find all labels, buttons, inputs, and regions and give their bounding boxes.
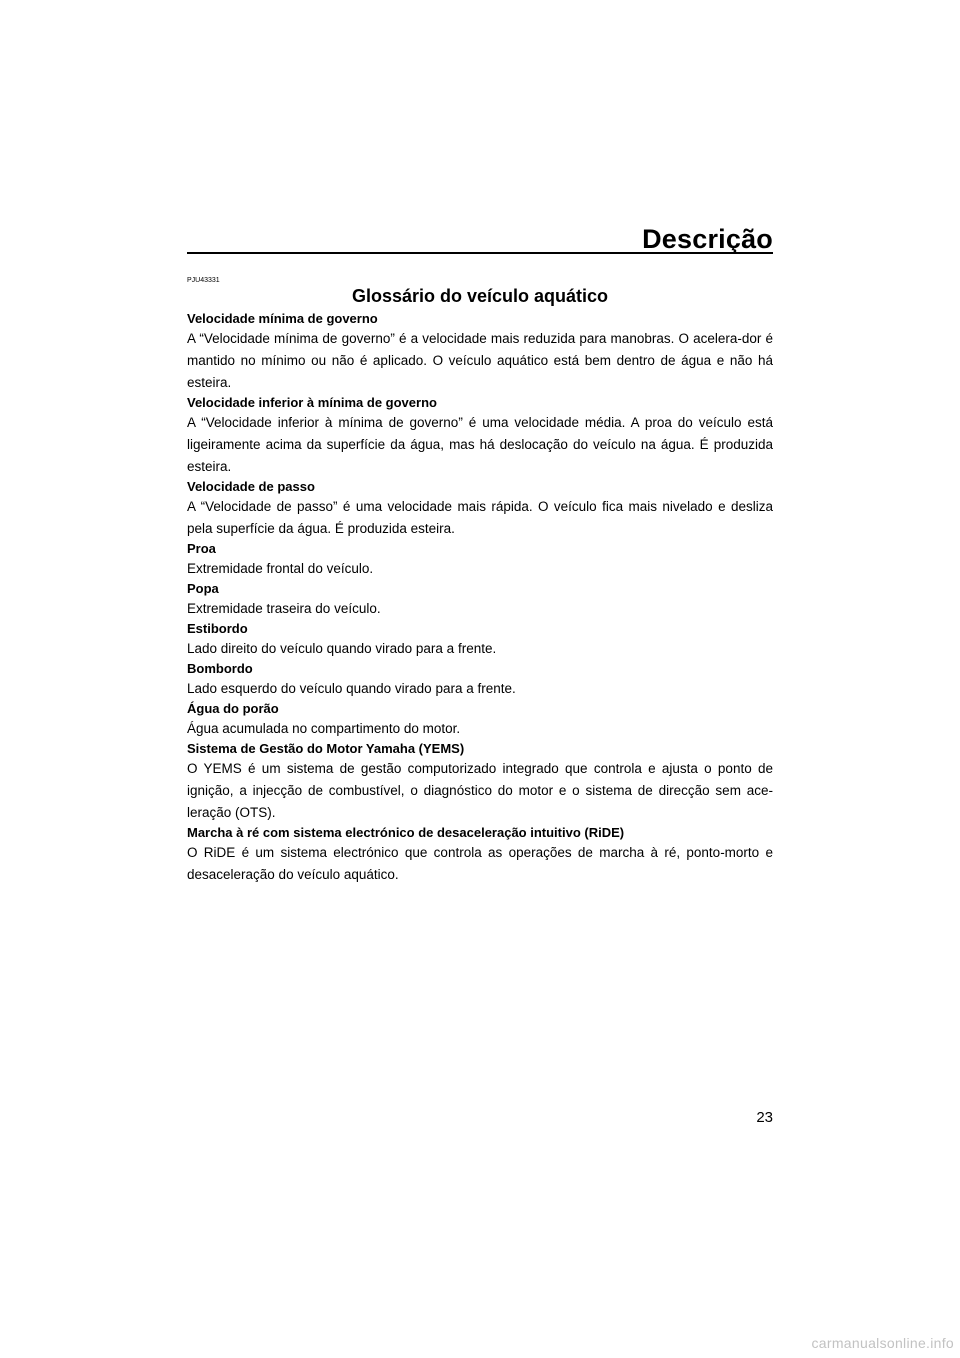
glossary-entry [187, 310, 773, 394]
glossary-entry [187, 478, 773, 540]
glossary-entry [187, 660, 773, 700]
glossary-entry [187, 580, 773, 620]
glossary-entry [187, 740, 773, 824]
glossary-definition: Extremidade traseira do veículo. [187, 601, 381, 616]
glossary-term: Bombordo [187, 661, 253, 676]
chapter-title: Descrição [642, 224, 773, 254]
glossary-definition: Água acumulada no compartimento do motor. [187, 721, 461, 736]
glossary-term: Marcha à ré com sistema electrónico de desaceleração intuitivo (RiDE) [187, 825, 625, 840]
glossary-term: Sistema de Gestão do Motor Yamaha (YEMS) [187, 741, 465, 756]
glossary-definition: Lado esquerdo do veículo quando virado para a frente. [187, 681, 516, 696]
glossary-definition: O YEMS é um sistema de gestão computorizado integrado que controla e ajusta o ponto de ignição, a injecção de combustível, o diagnóstico do motor e o sistema de direcção sem ace-leração (OTS). [187, 761, 773, 820]
glossary-term: Água do porão [187, 701, 279, 716]
glossary-definition: A “Velocidade de passo” é uma velocidade mais rápida. O veículo fica mais nivelado e desliza pela superfície da água. É produzida esteira. [187, 499, 773, 536]
header-rule [187, 252, 773, 254]
glossary-entry [187, 394, 773, 478]
glossary-definition: O RiDE é um sistema electrónico que controla as operações de marcha à ré, ponto-morto e desaceleração do veículo aquático. [187, 845, 773, 882]
glossary-entry [187, 620, 773, 660]
glossary-definition: A “Velocidade inferior à mínima de governo” é uma velocidade média. A proa do veículo está ligeiramente acima da superfície da água, mas há deslocação do veículo na água. É produzida esteira. [187, 415, 773, 474]
section-title: Glossário do veículo aquático [351, 286, 609, 306]
glossary-term: Velocidade inferior à mínima de governo [187, 395, 437, 410]
glossary-entry [187, 824, 773, 886]
glossary-term: Popa [187, 581, 219, 596]
glossary-definition: A “Velocidade mínima de governo” é a velocidade mais reduzida para manobras. O acelera-dor é mantido no mínimo ou não é aplicado. O veículo aquático está bem dentro de água e não há esteira. [187, 331, 773, 390]
page-content [187, 276, 773, 886]
glossary-term: Velocidade mínima de governo [187, 311, 378, 326]
reference-code: PJU43331 [187, 277, 220, 284]
glossary-definition: Extremidade frontal do veículo. [187, 561, 374, 576]
watermark-text: carmanualsonline.info [811, 1335, 954, 1351]
glossary-term: Estibordo [187, 621, 248, 636]
glossary-term: Proa [187, 541, 216, 556]
glossary-entry [187, 700, 773, 740]
glossary-entry [187, 540, 773, 580]
page-number: 23 [756, 1109, 773, 1126]
glossary-term: Velocidade de passo [187, 479, 315, 494]
glossary-definition: Lado direito do veículo quando virado para a frente. [187, 641, 497, 656]
